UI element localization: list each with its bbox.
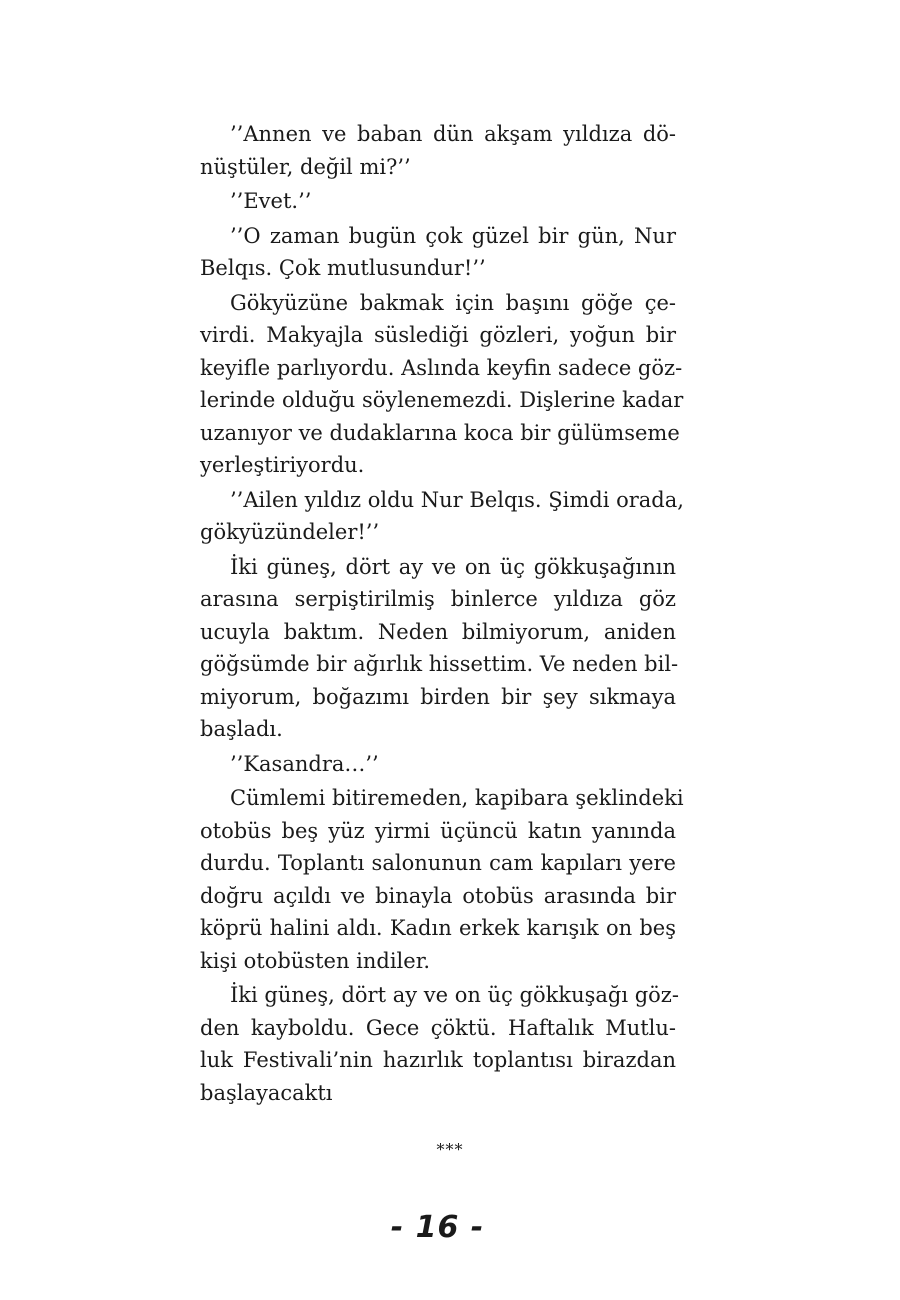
paragraph-7 [200,748,676,781]
text-line: otobüs beş yüz yirmi üçüncü katın yanında [200,818,676,843]
text-line: durdu. Toplantı salonunun cam kapıları yere [200,851,676,875]
text-line: ’’O zaman bugün çok güzel bir gün, Nur [230,223,676,248]
text-line: miyorum, boğazımı birden bir şey sıkmaya [200,684,676,709]
text-line: virdi. Makyajla süslediği gözleri, yoğun bir [200,323,676,347]
paragraph-2 [200,185,676,218]
text-line: başladı. [200,717,283,741]
text-line: luk Festivali’nin hazırlık toplantısı birazdan [200,1048,676,1072]
paragraph-3 [200,220,676,285]
text-line: keyifle parlıyordu. Aslında keyfin sadece göz- [200,355,683,380]
text-line: göğsümde bir ağırlık hissettim. Ve neden bil- [200,652,679,676]
page-body [200,118,684,1109]
text-line: Belqıs. Çok mutlusundur!’’ [200,256,486,280]
paragraph-5 [200,484,684,549]
text-line: doğru açıldı ve binayla otobüs arasında bir [200,883,676,908]
text-line: Cümlemi bitiremeden, kapibara şeklindeki [230,786,684,810]
text-line: başlayacaktı [200,1080,333,1105]
text-line: ’’Annen ve baban dün akşam yıldıza dö- [230,122,676,146]
text-line: Gökyüzüne bakmak için başını göğe çe- [230,290,676,315]
text-line: yerleştiriyordu. [200,453,365,477]
text-line: den kayboldu. Gece çöktü. Haftalık Mutlu- [200,1015,676,1040]
text-line: nüştüler, değil mi?’’ [200,154,411,179]
text-line: uzanıyor ve dudaklarına koca bir gülümseme [200,420,680,445]
text-line: kişi otobüsten indiler. [200,948,431,973]
text-line: ’’Evet.’’ [230,189,312,213]
text-line: köprü halini aldı. Kadın erkek karışık on beş [200,916,676,940]
text-line: İki güneş, dört ay ve on üç gökkuşağı göz- [230,983,679,1007]
paragraph-4 [200,287,684,482]
text-line: ’’Ailen yıldız oldu Nur Belqıs. Şimdi orada, [230,487,684,512]
paragraph-1 [200,118,676,183]
text-line: gökyüzündeler!’’ [200,520,380,544]
section-separator: *** [436,1140,464,1159]
page-number: - 16 - [390,1210,485,1245]
paragraph-8 [200,782,684,977]
paragraph-9 [200,979,679,1109]
text-line: İki güneş, dört ay ve on üç gökkuşağının [230,554,676,579]
text-line: lerinde olduğu söylenemezdi. Dişlerine kadar [200,388,684,412]
paragraph-6 [200,551,679,746]
text-line: ’’Kasandra…’’ [230,751,379,776]
text-line: arasına serpiştirilmiş binlerce yıldıza göz [200,587,676,611]
text-line: ucuyla baktım. Neden bilmiyorum, aniden [200,619,676,644]
